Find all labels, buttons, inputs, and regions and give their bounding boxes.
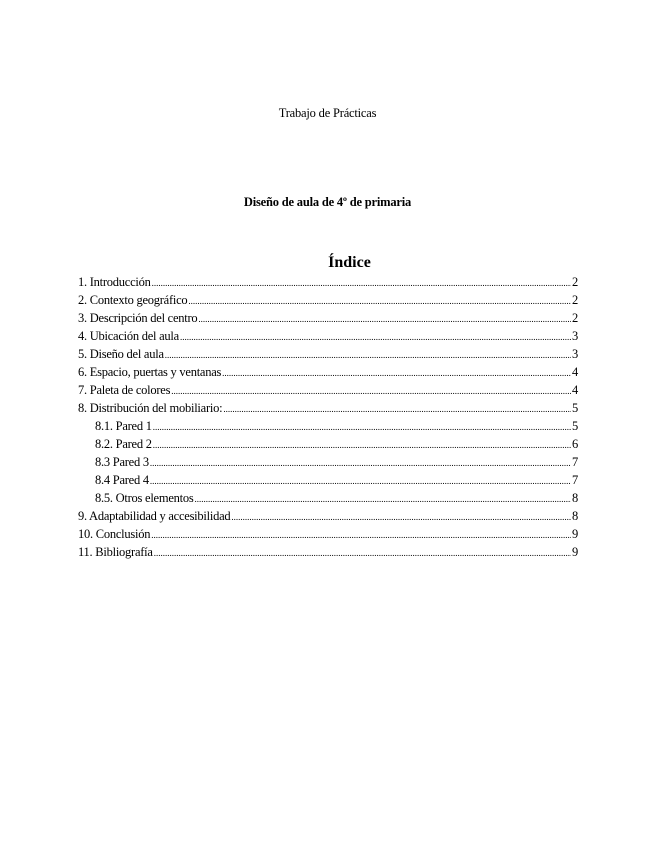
toc-entry[interactable] <box>78 543 578 561</box>
toc-entry-label: 8.1. Pared 1 <box>95 419 152 433</box>
toc-entry[interactable] <box>78 507 578 525</box>
toc-entry[interactable] <box>78 525 578 543</box>
toc-entry-label: 11. Bibliografía <box>78 545 153 559</box>
toc-dot-leader <box>171 382 571 400</box>
toc-entry-label: 3. Descripción del centro <box>78 311 198 325</box>
toc-dot-leader <box>151 526 571 544</box>
toc-page-number: 4 <box>572 365 578 379</box>
toc-dot-leader <box>150 454 571 472</box>
toc-page-number: 2 <box>572 311 578 325</box>
toc-entry-label: 7. Paleta de colores <box>78 383 171 397</box>
toc-entry-label: 10. Conclusión <box>78 527 151 541</box>
toc-page-number: 8 <box>572 509 578 523</box>
toc-heading: Índice <box>328 254 371 271</box>
toc-page-number: 9 <box>572 527 578 541</box>
toc-page-number: 7 <box>572 455 578 469</box>
toc-entry-label: 5. Diseño del aula <box>78 347 164 361</box>
toc-page-number: 3 <box>572 347 578 361</box>
toc-dot-leader <box>165 346 571 364</box>
toc-dot-leader <box>188 292 571 310</box>
toc-entry[interactable] <box>78 345 578 363</box>
toc-entry[interactable] <box>78 291 578 309</box>
toc-subentry[interactable] <box>78 471 578 489</box>
toc-subentry[interactable] <box>78 489 578 507</box>
toc-page-number: 2 <box>572 275 578 289</box>
toc-dot-leader <box>152 274 571 292</box>
toc-subentry[interactable] <box>78 435 578 453</box>
toc-entry-label: 6. Espacio, puertas y ventanas <box>78 365 222 379</box>
toc-dot-leader <box>180 328 571 346</box>
toc-entry-label: 4. Ubicación del aula <box>78 329 179 343</box>
toc-page-number: 2 <box>572 293 578 307</box>
toc-dot-leader <box>198 310 571 328</box>
toc-entry-label: 1. Introducción <box>78 275 151 289</box>
toc-dot-leader <box>153 436 571 454</box>
toc-entry[interactable] <box>78 327 578 345</box>
toc-dot-leader <box>231 508 571 526</box>
table-of-contents <box>78 273 578 561</box>
toc-dot-leader <box>222 364 571 382</box>
toc-entry-label: 8.3 Pared 3 <box>95 455 149 469</box>
toc-dot-leader <box>223 400 571 418</box>
toc-subentry[interactable] <box>78 453 578 471</box>
toc-entry-label: 8.2. Pared 2 <box>95 437 152 451</box>
toc-dot-leader <box>154 544 571 562</box>
toc-page-number: 5 <box>572 401 578 415</box>
toc-entry-label: 2. Contexto geográfico <box>78 293 188 307</box>
toc-entry-label: 8. Distribución del mobiliario: <box>78 401 223 415</box>
toc-entry[interactable] <box>78 381 578 399</box>
toc-page-number: 8 <box>572 491 578 505</box>
toc-entry[interactable] <box>78 363 578 381</box>
toc-page-number: 9 <box>572 545 578 559</box>
document-title: Diseño de aula de 4º de primaria <box>243 195 412 209</box>
toc-entry[interactable] <box>78 273 578 291</box>
toc-entry-label: 9. Adaptabilidad y accesibilidad <box>78 509 231 523</box>
toc-entry[interactable] <box>78 309 578 327</box>
toc-entry-label: 8.4 Pared 4 <box>95 473 149 487</box>
toc-page-number: 6 <box>572 437 578 451</box>
toc-entry-label: 8.5. Otros elementos <box>95 491 194 505</box>
toc-dot-leader <box>150 472 571 490</box>
toc-entry[interactable] <box>78 399 578 417</box>
toc-dot-leader <box>194 490 571 508</box>
toc-page-number: 4 <box>572 383 578 397</box>
toc-page-number: 3 <box>572 329 578 343</box>
toc-subentry[interactable] <box>78 417 578 435</box>
toc-page-number: 7 <box>572 473 578 487</box>
document-subtitle: Trabajo de Prácticas <box>278 106 377 120</box>
toc-page-number: 5 <box>572 419 578 433</box>
toc-dot-leader <box>153 418 571 436</box>
